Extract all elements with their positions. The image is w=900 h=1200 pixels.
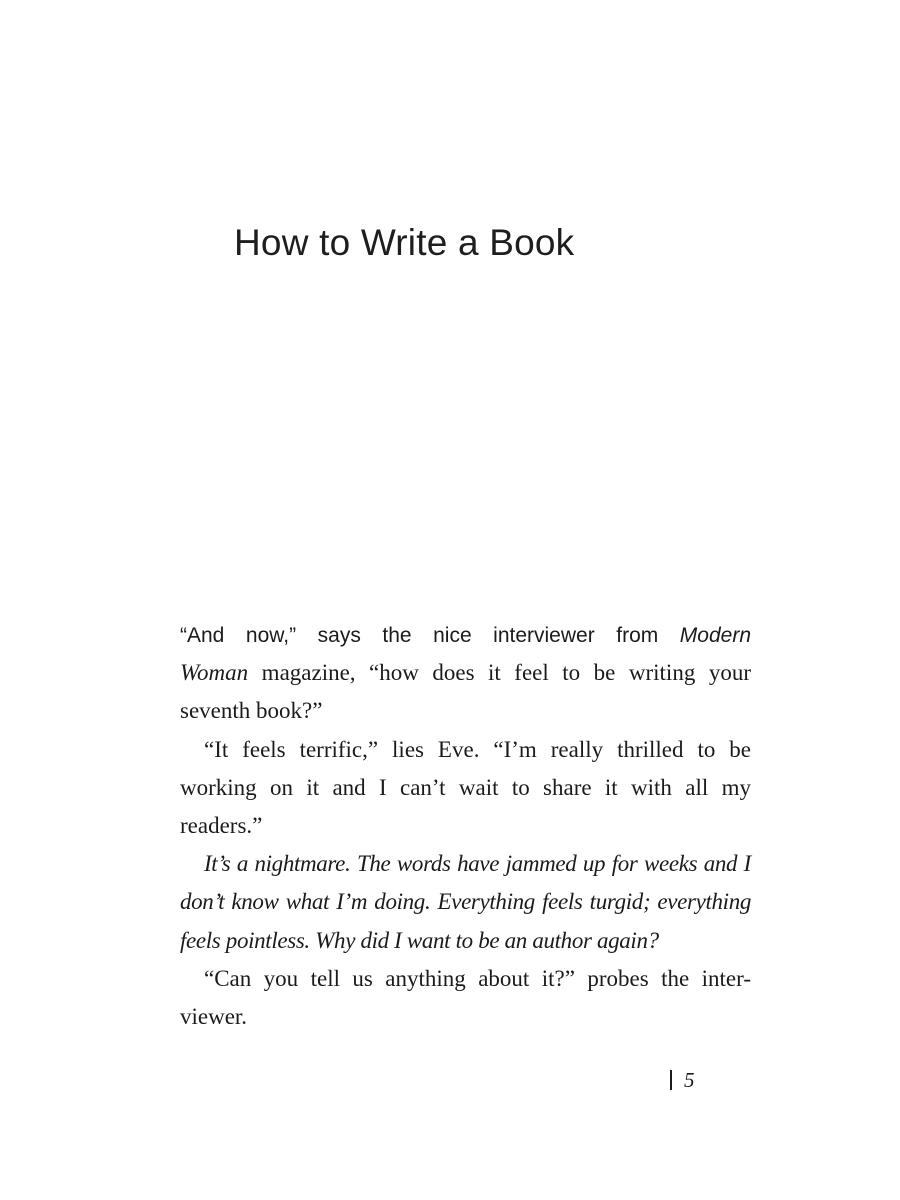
body-text (180, 616, 751, 1036)
page-folio (670, 1068, 695, 1093)
paragraph-4 (180, 960, 751, 1036)
text-line: “It feels terrific,” lies Eve. “I’m really thrilled to be (204, 736, 751, 762)
magazine-name-part1: Modern (679, 624, 751, 647)
text-line: don’t know what I’m doing. Everything feels turgid; everything (180, 889, 751, 915)
folio-divider (670, 1070, 672, 1090)
text-line: readers.” (180, 812, 263, 838)
chapter-title: How to Write a Book (234, 222, 575, 263)
text-line: seventh book?” (180, 698, 323, 724)
text-line: working on it and I can’t wait to share it with all my (180, 774, 751, 800)
text-line: viewer. (180, 1003, 248, 1029)
text-line: It’s a nightmare. The words have jammed up for weeks and I (204, 851, 751, 877)
paragraph-1 (180, 616, 751, 731)
page-number: 5 (684, 1068, 695, 1092)
text-line (180, 654, 751, 692)
text-line: “Can you tell us anything about it?” probes the inter- (204, 965, 751, 991)
magazine-name-part2: Woman (180, 660, 249, 686)
text-line (180, 616, 751, 654)
text-segment: magazine, “how does it feel to be writing your (248, 660, 751, 686)
paragraph-3-inner-thought (180, 845, 751, 960)
paragraph-2 (180, 731, 751, 846)
text-line: feels pointless. Why did I want to be an author again? (180, 927, 659, 953)
opening-quote-text: “And now,” says the nice interviewer from (180, 624, 680, 647)
